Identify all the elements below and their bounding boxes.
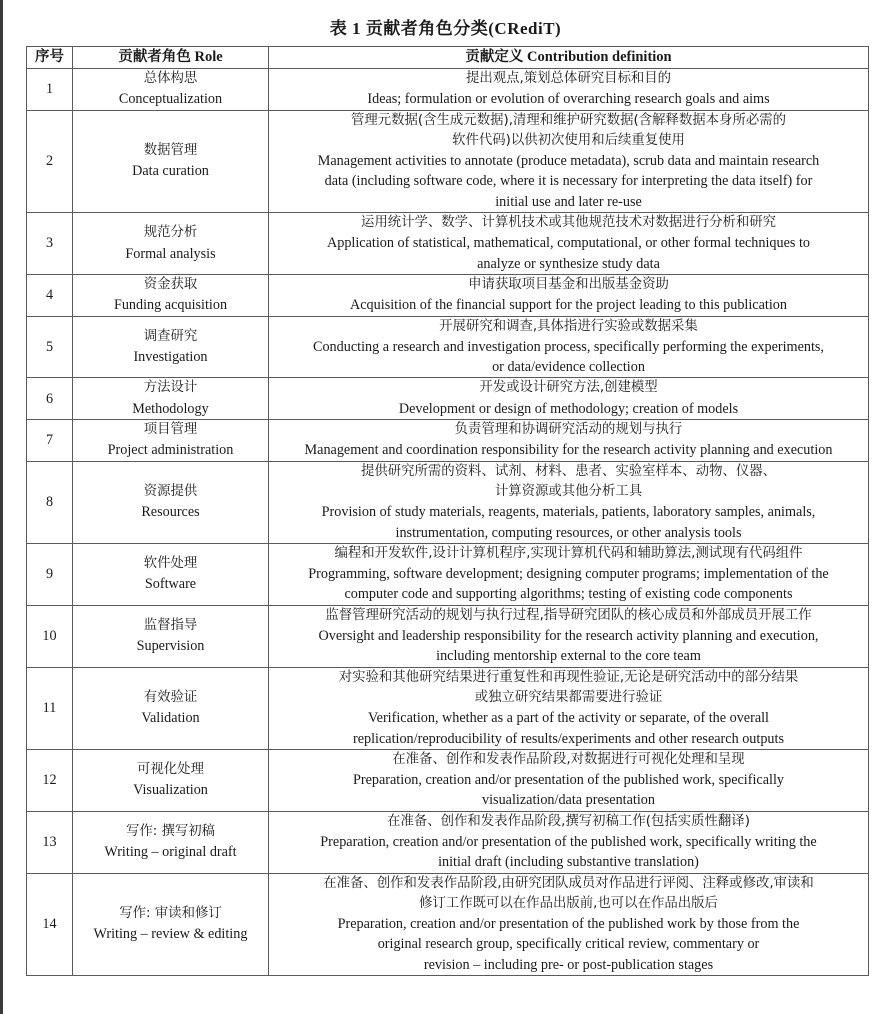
table-row [27,110,869,212]
definition-cell [269,69,869,111]
definition-zh-line: 计算资源或其他分析工具 [494,483,643,499]
row-number: 3 [27,213,73,275]
definition-zh-line: 编程和开发软件,设计计算机程序,实现计算机代码和辅助算法,测试现有代码组件 [334,545,803,561]
table-row [27,378,869,420]
role-cell [73,543,269,605]
table-row [27,749,869,811]
row-number: 12 [27,749,73,811]
table-row [27,274,869,316]
role-name-en: Writing – review & editing [93,926,248,943]
row-number: 11 [27,667,73,749]
role-cell [73,605,269,667]
role-name-zh: 有效验证 [143,689,198,705]
role-name-zh: 资源提供 [143,483,198,499]
table-row [27,667,869,749]
definition-cell [269,110,869,212]
role-name-zh: 软件处理 [143,555,198,571]
table-caption: 表 1 贡献者角色分类(CRediT) [329,19,562,38]
role-cell [73,811,269,873]
definition-zh-line: 提供研究所需的资料、试剂、材料、患者、实验室样本、动物、仪器、 [360,463,777,479]
definition-zh-line: 开展研究和调查,具体指进行实验或数据采集 [439,318,698,334]
role-name-zh: 数据管理 [143,143,198,159]
role-name-en: Funding acquisition [113,297,228,314]
definition-cell [269,316,869,378]
table-row [27,316,869,378]
row-number: 10 [27,605,73,667]
role-name-en: Validation [141,710,200,727]
definition-zh-line: 提出观点,策划总体研究目标和目的 [465,71,672,86]
definition-cell [269,378,869,420]
row-number: 8 [27,461,73,543]
definition-zh-line: 软件代码)以供初次使用和后续重复使用 [452,132,685,148]
header-definition: 贡献定义 Contribution definition [269,47,869,69]
role-name-en: Data curation [132,163,209,180]
header-number: 序号 [27,47,73,69]
role-name-en: Project administration [107,442,234,459]
row-number: 7 [27,420,73,462]
definition-en-line: Oversight and leadership responsibility for the research activity planning and execution, [318,628,819,645]
table-header-row [27,47,869,69]
definition-cell [269,274,869,316]
row-number: 13 [27,811,73,873]
table-row [27,811,869,873]
row-number: 4 [27,274,73,316]
role-name-en: Software [144,576,197,593]
definition-zh-line: 监督管理研究活动的规划与执行过程,指导研究团队的核心成员和外部成员开展工作 [325,607,812,623]
row-number: 5 [27,316,73,378]
role-cell [73,274,269,316]
definition-cell [269,605,869,667]
role-cell [73,461,269,543]
role-cell [73,110,269,212]
definition-cell [269,461,869,543]
definition-en-line: initial draft (including substantive translation) [438,854,699,871]
table-row [27,420,869,462]
definition-zh-line: 负责管理和协调研究活动的规划与执行 [454,422,683,438]
definition-cell [269,749,869,811]
definition-en-line: initial use and later re-use [495,193,642,210]
row-number: 1 [27,69,73,111]
credit-roles-table [26,46,869,976]
row-number: 6 [27,378,73,420]
role-name-en: Conceptualization [118,91,223,108]
definition-en-line: replication/reproducibility of results/experiments and other research outputs [352,730,784,747]
definition-en-line: Application of statistical, mathematical, computational, or other formal techniques to [326,235,811,252]
role-name-zh: 项目管理 [143,422,198,438]
table-row [27,605,869,667]
role-cell [73,69,269,111]
role-name-zh: 资金获取 [143,276,198,292]
definition-cell [269,873,869,975]
definition-zh-line: 在准备、创作和发表作品阶段,由研究团队成员对作品进行评阅、注释或修改,审读和 [323,875,814,891]
table-row [27,461,869,543]
page-edge [0,0,3,1014]
table-row [27,69,869,111]
definition-zh-line: 在准备、创作和发表作品阶段,撰写初稿工作(包括实质性翻译) [387,813,750,829]
role-cell [73,378,269,420]
table-body [27,69,869,976]
role-cell [73,749,269,811]
definition-zh-line: 修订工作既可以在作品出版前,也可以在作品出版后 [419,895,718,911]
definition-en-line: Preparation, creation and/or presentation of the published work by those from the [337,916,800,933]
header-role: 贡献者角色 Role [73,47,269,69]
definition-en-line: computer code and supporting algorithms; testing of existing code components [344,586,793,603]
role-name-zh: 写作: 审读和修订 [119,906,222,922]
definition-zh-line: 申请获取项目基金和出版基金资助 [468,276,669,292]
role-name-en: Visualization [133,782,208,799]
definition-zh-line: 管理元数据(含生成元数据),清理和维护研究数据(含解释数据本身所必需的 [350,112,787,128]
role-name-zh: 规范分析 [143,225,198,241]
definition-cell [269,667,869,749]
definition-en-line: Programming, software development; designing computer programs; implementation of the [308,566,829,583]
role-cell [73,420,269,462]
role-name-en: Resources [141,504,200,521]
table-row [27,213,869,275]
row-number: 9 [27,543,73,605]
definition-en-line: data (including software code, where it is necessary for interpreting the data itself) for [324,173,813,190]
definition-zh-line: 开发或设计研究方法,创建模型 [479,380,658,396]
row-number: 2 [27,110,73,212]
table-row [27,543,869,605]
definition-en-line: Verification, whether as a part of the activity or separate, of the overall [367,710,770,727]
definition-en-line: Preparation, creation and/or presentation of the published work, specifically [352,772,784,789]
definition-en-line: Management and coordination responsibility for the research activity planning and execution [304,442,833,459]
role-name-zh: 监督指导 [143,617,198,633]
definition-en-line: Conducting a research and investigation process, specifically performing the experiments, [313,338,824,355]
row-number: 14 [27,873,73,975]
definition-cell [269,213,869,275]
role-name-zh: 总体构思 [143,71,198,86]
role-cell [73,667,269,749]
definition-cell [269,420,869,462]
role-cell [73,316,269,378]
role-name-en: Investigation [133,349,208,365]
role-cell [73,213,269,275]
table-row [27,873,869,975]
definition-en-line: including mentorship external to the core team [436,648,701,665]
definition-en-line: visualization/data presentation [482,792,655,809]
definition-zh-line: 或独立研究结果都需要进行验证 [474,689,663,705]
role-name-zh: 可视化处理 [137,761,204,777]
definition-en-line: Preparation, creation and/or presentation of the published work, specifically writing the [320,833,817,850]
definition-en-line: Acquisition of the financial support for the project leading to this publication [350,297,787,314]
role-name-zh: 调查研究 [143,328,198,344]
definition-en-line: Management activities to annotate (produce metadata), scrub data and maintain research [317,153,820,170]
definition-en-line: analyze or synthesize study data [477,255,660,272]
role-cell [73,873,269,975]
role-name-en: Methodology [132,400,209,417]
definition-en-line: Development or design of methodology; creation of models [398,400,739,417]
definition-zh-line: 对实验和其他研究结果进行重复性和再现性验证,无论是研究活动中的部分结果 [338,669,799,685]
role-name-en: Formal analysis [125,245,216,262]
definition-cell [269,543,869,605]
definition-en-line: Ideas; formulation or evolution of overarching research goals and aims [367,91,770,108]
definition-en-line: or data/evidence collection [492,359,645,376]
definition-en-line: revision – including pre- or post-publication stages [423,956,714,973]
role-name-zh: 写作: 撰写初稿 [125,823,216,839]
role-name-zh: 方法设计 [143,380,198,396]
definition-en-line: Provision of study materials, reagents, materials, patients, laboratory samples, animals, [321,504,816,521]
role-name-en: Writing – original draft [104,844,237,861]
definition-en-line: instrumentation, computing resources, or other analysis tools [395,524,742,541]
definition-zh-line: 运用统计学、数学、计算机技术或其他规范技术对数据进行分析和研究 [360,215,777,231]
definition-en-line: original research group, specifically critical review, commentary or [377,936,760,953]
definition-zh-line: 在准备、创作和发表作品阶段,对数据进行可视化处理和呈现 [392,751,745,767]
definition-cell [269,811,869,873]
role-name-en: Supervision [136,638,205,655]
